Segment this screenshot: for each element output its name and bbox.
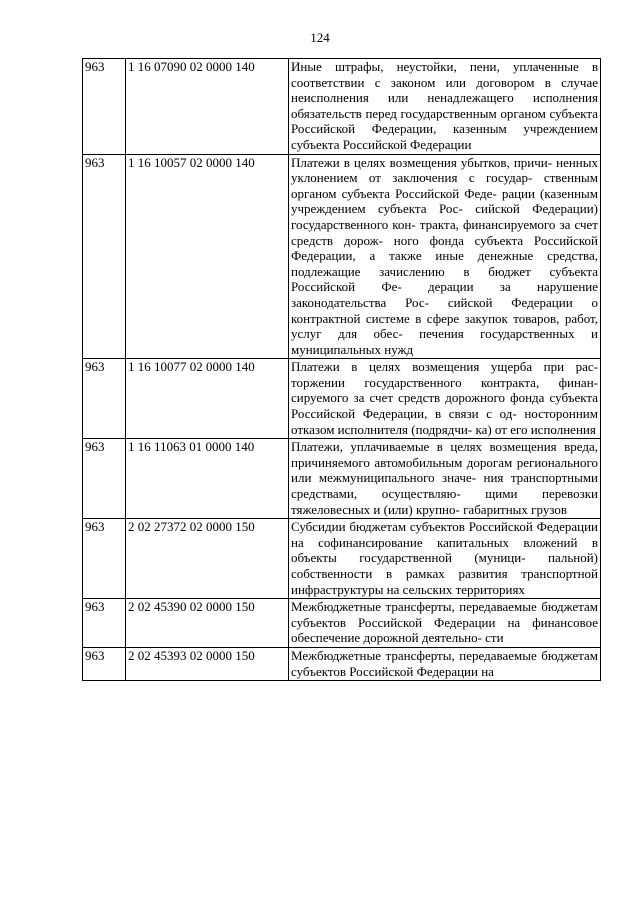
revenue-name-line: дерации за нарушение законодательства Рос- [291,279,599,310]
revenue-name-line: зачислению в бюджет субъекта Российской Фе- [291,263,598,295]
revenue-name-line: Платежи, уплачиваемые в целях возмещения [291,439,557,455]
table-row [83,59,601,155]
budget-code-cell: 1 16 10057 02 0000 140 [126,154,289,359]
admin-code-cell: 963 [83,439,126,519]
revenue-name-line: вреда, причиняемого автомобильным дорогам [291,439,598,470]
revenue-name-line: ного фонда субъекта Российской Федерации, а [291,232,598,264]
revenue-name-line: рации (казенным учреждением субъекта Рос- [291,185,599,217]
table-body [83,59,601,681]
revenue-name-line: Субсидии бюджетам субъектов Российской [291,519,533,535]
revenue-name-cell [289,359,601,439]
table-row [83,647,601,680]
revenue-name-line: габаритных грузов [463,501,568,517]
revenue-name-line: соответствии с законом или договором в случае [291,74,598,90]
revenue-name-line: Иные штрафы, неустойки, пени, уплаченные в [291,59,598,74]
revenue-name-line: регионального или межмуниципального значе- [291,454,599,486]
revenue-name-line: финансовое обеспечение дорожной деятельно- [291,614,598,646]
admin-code-cell: 963 [83,59,126,155]
revenue-name-line: также иные денежные средства, подлежащие [291,248,598,279]
revenue-name-line: вложений в объекты государственной (муници- [291,534,598,566]
revenue-name-line: нужд [384,341,414,357]
table-row [83,154,601,359]
revenue-name-line: носторонним отказом исполнителя (подрядчи- [291,406,598,437]
budget-code-cell: 2 02 45390 02 0000 150 [126,599,289,648]
revenue-name-line: ненных уклонением от заключения с государ- [291,154,599,186]
admin-code-cell: 963 [83,359,126,439]
revenue-name-line: транспортной инфраструктуры на сельских [291,566,598,597]
revenue-name-line: Платежи в целях возмещения ущерба при рас- [291,359,598,375]
table-row [83,439,601,519]
revenue-name-line: учреждением субъекта Российской Федерации [291,121,598,152]
revenue-name-line: ния транспортными средствами, осуществляю- [291,470,599,502]
revenue-name-line: Платежи в целях возмещения убытков, причи- [291,154,553,170]
budget-classification-table [82,58,601,681]
revenue-name-cell [289,154,601,359]
revenue-name-cell [289,439,601,519]
revenue-name-line: субъекта Российской Федерации, в связи с од- [291,390,598,422]
revenue-name-line: Федерации на софинансирование капитальных [291,519,599,550]
budget-code-cell: 2 02 45393 02 0000 150 [126,647,289,680]
revenue-name-line: бюджетам субъектов Российской Федерации на [291,599,598,630]
budget-code-cell: 1 16 07090 02 0000 140 [126,59,289,155]
revenue-name-line: тракта, финансируемого за счет средств дорож- [291,216,598,248]
budget-code-cell: 2 02 27372 02 0000 150 [126,519,289,599]
revenue-name-line: щими перевозки тяжеловесных и (или) крупно- [291,486,598,517]
page-number: 124 [310,30,330,45]
revenue-name-line: субъекта Российской Федерации, казенным [291,105,598,137]
revenue-name-line: ка) от его исполнения [475,421,596,437]
revenue-name-line: территориях [455,581,525,597]
revenue-name-line: сируемого за счет средств дорожного фонда [291,390,545,406]
budget-code-cell: 1 16 11063 01 0000 140 [126,439,289,519]
revenue-name-line: сти [485,630,504,646]
revenue-name-line: печения государственных и муниципальных [291,326,598,357]
revenue-name-line: пальной) собственности в рамках развития [291,550,598,581]
revenue-name-line: сфере закупок товаров, работ, услуг для обес- [291,310,598,342]
revenue-name-cell [289,59,601,155]
table-row [83,519,601,599]
admin-code-cell: 963 [83,647,126,680]
revenue-name-line: неисполнения или ненадлежащего исполнения [291,90,598,106]
revenue-name-line: Межбюджетные трансферты, передаваемые [291,599,537,615]
revenue-name-line: сийской Федерации о контрактной системе в [291,294,599,326]
revenue-name-cell [289,599,601,648]
table-row [83,359,601,439]
admin-code-cell: 963 [83,519,126,599]
admin-code-cell: 963 [83,599,126,648]
admin-code-cell: 963 [83,154,126,359]
table-row [83,599,601,648]
budget-code-cell: 1 16 10077 02 0000 140 [126,359,289,439]
revenue-name-line: бюджетам субъектов Российской Федерации на [291,647,598,679]
revenue-name-line: Межбюджетные трансферты, передаваемые [291,647,537,663]
revenue-name-line: сийской Федерации) государственного кон- [291,201,598,232]
revenue-name-line: ственным органом субъекта Российской Феде- [291,170,598,201]
revenue-name-cell [289,647,601,680]
revenue-name-line: торжении государственного контракта, финан- [291,374,598,390]
revenue-name-line: обязательств перед государственным органом [291,105,546,121]
revenue-name-cell [289,519,601,599]
